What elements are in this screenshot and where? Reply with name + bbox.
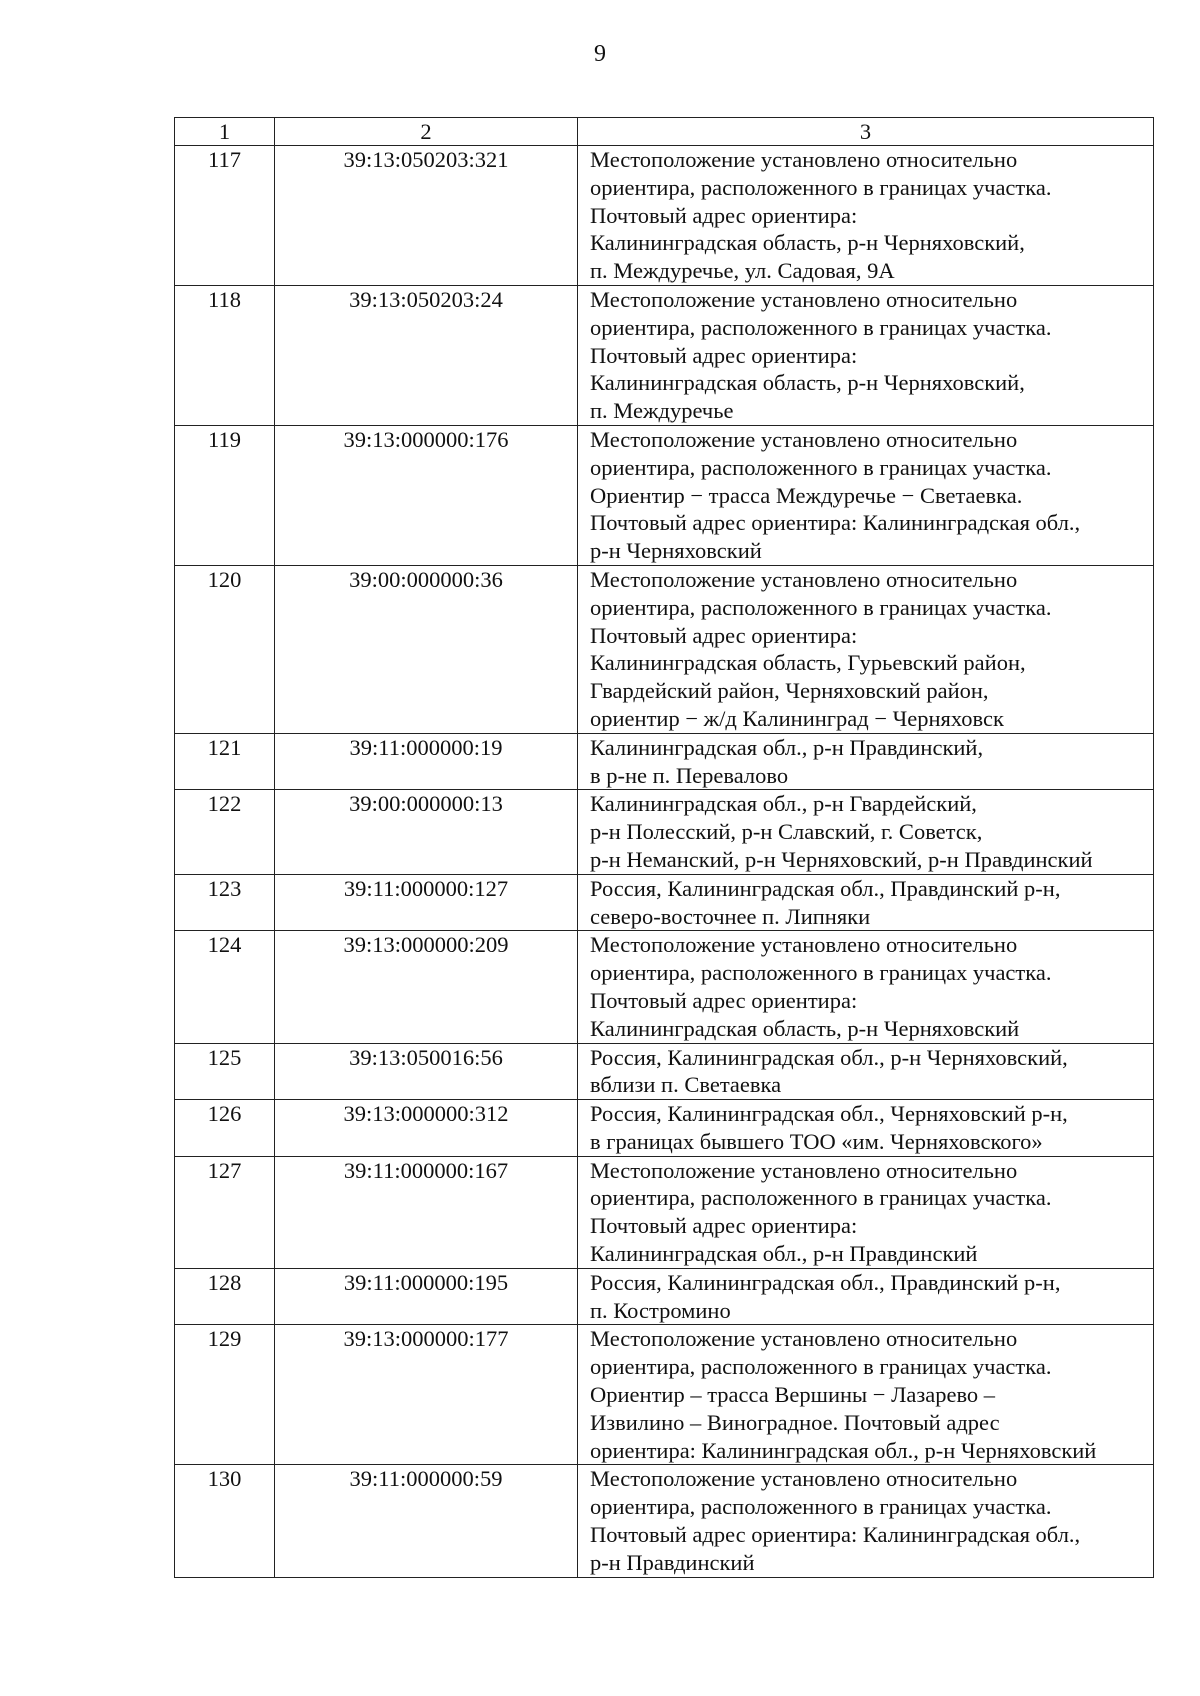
location-line: Местоположение установлено относительно: [590, 1466, 1018, 1492]
row-number: 130: [175, 1465, 275, 1577]
location-line: Ориентир – трасса Вершины − Лазарево –: [590, 1382, 996, 1408]
cadastral-number: 39:00:000000:36: [275, 565, 578, 733]
table-row: [175, 733, 1154, 790]
location-line: ориентира, расположенного в границах участка.: [590, 174, 1052, 200]
location-line: Местоположение установлено относительно: [590, 147, 1018, 172]
page-number: 9: [594, 41, 606, 67]
location-line: ориентир − ж/д Калининград − Черняховск: [590, 705, 1004, 731]
location-description: [578, 1465, 1154, 1577]
cadastral-number: 39:13:000000:176: [275, 425, 578, 565]
location-line: п. Костромино: [590, 1297, 731, 1323]
location-line: Местоположение установлено относительно: [590, 286, 1018, 312]
cadastral-number: 39:13:000000:209: [275, 931, 578, 1043]
row-number: 119: [175, 425, 275, 565]
cadastral-number: 39:13:000000:312: [275, 1100, 578, 1157]
location-line: Россия, Калининградская обл., р-н Черняховский,: [590, 1044, 1068, 1070]
location-line: Местоположение установлено относительно: [590, 566, 1018, 592]
location-line: Калининградская область, Гурьевский район,: [590, 650, 1026, 676]
row-number: 122: [175, 790, 275, 874]
row-number: 128: [175, 1268, 275, 1325]
location-description: [578, 790, 1154, 874]
table-row: [175, 1465, 1154, 1577]
table-row: [175, 931, 1154, 1043]
location-description: [578, 1100, 1154, 1157]
row-number: 125: [175, 1043, 275, 1100]
location-description: [578, 565, 1154, 733]
location-line: р-н Черняховский: [590, 538, 762, 564]
column-header-2: 2: [275, 118, 578, 146]
location-description: [578, 146, 1154, 286]
location-line: Гвардейский район, Черняховский район,: [590, 678, 989, 704]
location-line: Ориентир − трасса Междуречье − Светаевка.: [590, 482, 1023, 508]
cadastral-number: 39:11:000000:195: [275, 1268, 578, 1325]
row-number: 120: [175, 565, 275, 733]
location-line: п. Междуречье: [590, 398, 734, 424]
location-line: северо-восточнее п. Липняки: [590, 903, 871, 929]
location-line: Местоположение установлено относительно: [590, 1157, 1018, 1183]
cadastral-number: 39:11:000000:167: [275, 1156, 578, 1268]
row-number: 123: [175, 874, 275, 931]
cadastral-number: 39:13:000000:177: [275, 1325, 578, 1465]
location-line: ориентира, расположенного в границах участка.: [590, 594, 1052, 620]
table-row: [175, 425, 1154, 565]
table-row: [175, 1043, 1154, 1100]
location-description: [578, 425, 1154, 565]
cadastral-number: 39:13:050016:56: [275, 1043, 578, 1100]
column-header-3: 3: [578, 118, 1154, 146]
location-description: [578, 874, 1154, 931]
table-header-row: [175, 118, 1154, 146]
row-number: 129: [175, 1325, 275, 1465]
location-line: ориентира, расположенного в границах участка.: [590, 454, 1052, 480]
location-line: р-н Неманский, р-н Черняховский, р-н Правдинский: [590, 846, 1093, 872]
table-row: [175, 874, 1154, 931]
location-description: [578, 1043, 1154, 1100]
location-line: в границах бывшего ТОО «им. Черняховского»: [590, 1128, 1043, 1154]
row-number: 126: [175, 1100, 275, 1157]
column-header-1: 1: [175, 118, 275, 146]
location-line: Местоположение установлено относительно: [590, 426, 1018, 452]
location-line: Россия, Калининградская обл., Черняховский р-н,: [590, 1101, 1068, 1127]
location-line: Почтовый адрес ориентира:: [590, 622, 858, 648]
location-line: р-н Правдинский: [590, 1549, 755, 1575]
location-line: Местоположение установлено относительно: [590, 932, 1018, 958]
cadastral-number: 39:11:000000:127: [275, 874, 578, 931]
location-line: ориентира, расположенного в границах участка.: [590, 960, 1052, 986]
location-line: Извилино – Виноградное. Почтовый адрес: [590, 1409, 1000, 1435]
cadastral-number: 39:13:050203:24: [275, 285, 578, 425]
table-row: [175, 146, 1154, 286]
location-line: Калининградская область, р-н Черняховский: [590, 1015, 1020, 1041]
location-line: ориентира: Калининградская обл., р-н Черняховский: [590, 1437, 1097, 1463]
location-line: Калининградская обл., р-н Правдинский,: [590, 734, 984, 760]
table-row: [175, 565, 1154, 733]
cadastral-number: 39:11:000000:59: [275, 1465, 578, 1577]
table-row: [175, 1268, 1154, 1325]
table-row: [175, 1100, 1154, 1157]
row-number: 117: [175, 146, 275, 286]
location-line: в р-не п. Перевалово: [590, 762, 789, 788]
row-number: 127: [175, 1156, 275, 1268]
location-line: ориентира, расположенного в границах участка.: [590, 1494, 1052, 1520]
location-line: Россия, Калининградская обл., Правдинский р-н,: [590, 1269, 1061, 1295]
row-number: 121: [175, 733, 275, 790]
location-line: Почтовый адрес ориентира:: [590, 1213, 858, 1239]
location-line: Почтовый адрес ориентира: Калининградская обл.,: [590, 1522, 1081, 1548]
cadastral-number: 39:13:050203:321: [275, 146, 578, 286]
location-line: Почтовый адрес ориентира:: [590, 342, 858, 368]
location-line: Местоположение установлено относительно: [590, 1326, 1018, 1352]
location-line: Калининградская обл., р-н Гвардейский,: [590, 791, 977, 817]
cadastral-number: 39:11:000000:19: [275, 733, 578, 790]
land-plots-table: [174, 117, 1154, 1578]
location-line: вблизи п. Светаевка: [590, 1072, 782, 1098]
location-line: ориентира, расположенного в границах участка.: [590, 314, 1052, 340]
location-line: п. Междуречье, ул. Садовая, 9А: [590, 258, 895, 284]
location-description: [578, 1156, 1154, 1268]
location-line: ориентира, расположенного в границах участка.: [590, 1185, 1052, 1211]
cadastral-number: 39:00:000000:13: [275, 790, 578, 874]
row-number: 118: [175, 285, 275, 425]
location-description: [578, 931, 1154, 1043]
location-description: [578, 1325, 1154, 1465]
location-description: [578, 1268, 1154, 1325]
location-line: р-н Полесский, р-н Славский, г. Советск,: [590, 819, 983, 845]
location-line: Почтовый адрес ориентира:: [590, 987, 858, 1013]
location-description: [578, 285, 1154, 425]
location-line: Калининградская область, р-н Черняховский,: [590, 370, 1025, 396]
location-line: Калининградская обл., р-н Правдинский: [590, 1241, 978, 1267]
row-number: 124: [175, 931, 275, 1043]
table-row: [175, 285, 1154, 425]
location-line: Калининградская область, р-н Черняховский,: [590, 230, 1025, 256]
location-line: ориентира, расположенного в границах участка.: [590, 1354, 1052, 1380]
table-row: [175, 790, 1154, 874]
location-line: Почтовый адрес ориентира:: [590, 202, 858, 228]
table-row: [175, 1325, 1154, 1465]
table-row: [175, 1156, 1154, 1268]
location-line: Россия, Калининградская обл., Правдинский р-н,: [590, 875, 1061, 901]
location-description: [578, 733, 1154, 790]
location-line: Почтовый адрес ориентира: Калининградская обл.,: [590, 510, 1081, 536]
